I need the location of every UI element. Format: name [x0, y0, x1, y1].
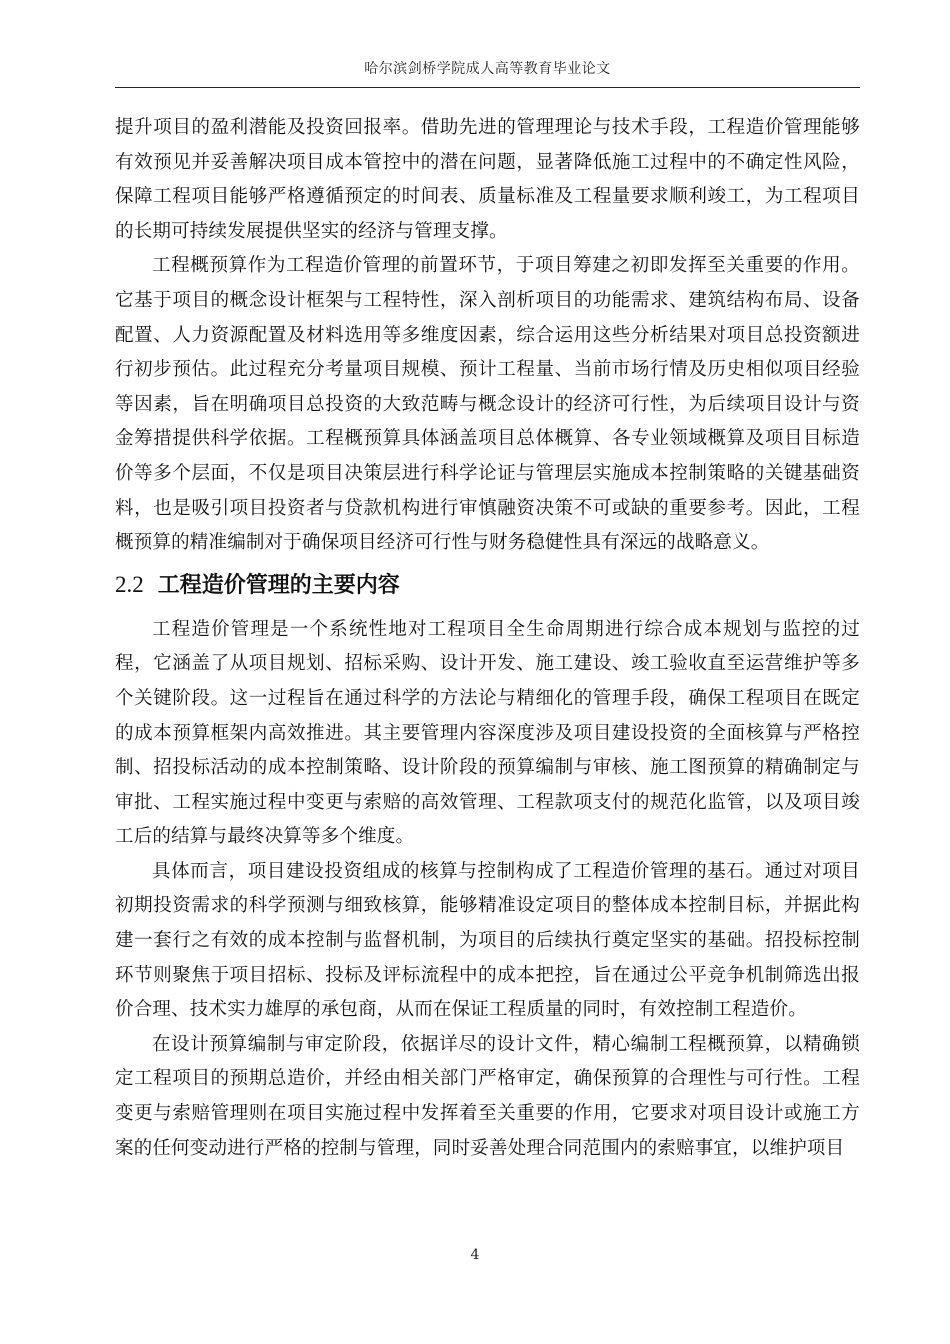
- page-body: [115, 111, 860, 1166]
- paragraph: 工程概预算作为工程造价管理的前置环节，于项目筹建之初即发挥至关重要的作用。它基于项目的概念设计框架与工程特性，深入剖析项目的功能需求、建筑结构布局、设备配置、人力资源配置及材料选用等多维度因素，综合运用这些分析结果对项目总投资额进行初步预估。此过程充分考量项目规模、预计工程量、当前市场行情及历史相似项目经验等因素，旨在明确项目总投资的大致范畴与概念设计的经济可行性，为后续项目设计与资金筹措提供科学依据。工程概预算具体涵盖项目总体概算、各专业领域概算及项目目标造价等多个层面，不仅是项目决策层进行科学论证与管理层实施成本控制策略的关键基础资料，也是吸引项目投资者与贷款机构进行审慎融资决策不可或缺的重要参考。因此，工程概预算的精准编制对于确保项目经济可行性与财务稳健性具有深远的战略意义。: [115, 255, 860, 554]
- running-header: 哈尔滨剑桥学院成人高等教育毕业论文: [364, 61, 611, 77]
- paragraph: 工程造价管理是一个系统性地对工程项目全生命周期进行综合成本规划与监控的过程，它涵盖了从项目规划、招标采购、设计开发、施工建设、竣工验收直至运营维护等多个关键阶段。这一过程旨在通过科学的方法论与精细化的管理手段，确保工程项目在既定的成本预算框架内高效推进。其主要管理内容深度涉及项目建设投资的全面核算与严格控制、招投标活动的成本控制策略、设计阶段的预算编制与审核、施工图预算的精确制定与审批、工程实施过程中变更与索赔的高效管理、工程款项支付的规范化监管，以及项目竣工后的结算与最终决算等多个维度。: [115, 618, 860, 848]
- paragraph: 提升项目的盈利潜能及投资回报率。借助先进的管理理论与技术手段，工程造价管理能够有效预见并妥善解决项目成本管控中的潜在问题，显著降低施工过程中的不确定性风险，保障工程项目能够严格遵循预定的时间表、质量标准及工程量要求顺利竣工，为工程项目的长期可持续发展提供坚实的经济与管理支撑。: [115, 117, 860, 242]
- paragraph: 在设计预算编制与审定阶段，依据详尽的设计文件，精心编制工程概预算，以精确锁定工程项目的预期总造价，并经由相关部门严格审定，确保预算的合理性与可行性。工程变更与索赔管理则在项目实施过程中发挥着至关重要的作用，它要求对项目设计或施工方案的任何变动进行严格的控制与管理，同时妥善处理合同范围内的索赔事宜，以维护项目: [115, 1033, 860, 1159]
- section-number: 2.2: [115, 571, 144, 597]
- paragraph: 具体而言，项目建设投资组成的核算与控制构成了工程造价管理的基石。通过对项目初期投资需求的科学预测与细致核算，能够精准设定项目的整体成本控制目标，并据此构建一套行之有效的成本控制与监督机制，为项目的后续执行奠定坚实的基础。招投标控制环节则聚焦于项目招标、投标及评标流程中的成本把控，旨在通过公平竞争机制筛选出报价合理、技术实力雄厚的承包商，从而在保证工程质量的同时，有效控制工程造价。: [115, 860, 860, 1021]
- header-rule: [115, 87, 860, 88]
- page-number: 4: [470, 1247, 480, 1263]
- section-heading: [115, 563, 860, 613]
- section-title: 工程造价管理的主要内容: [157, 572, 400, 598]
